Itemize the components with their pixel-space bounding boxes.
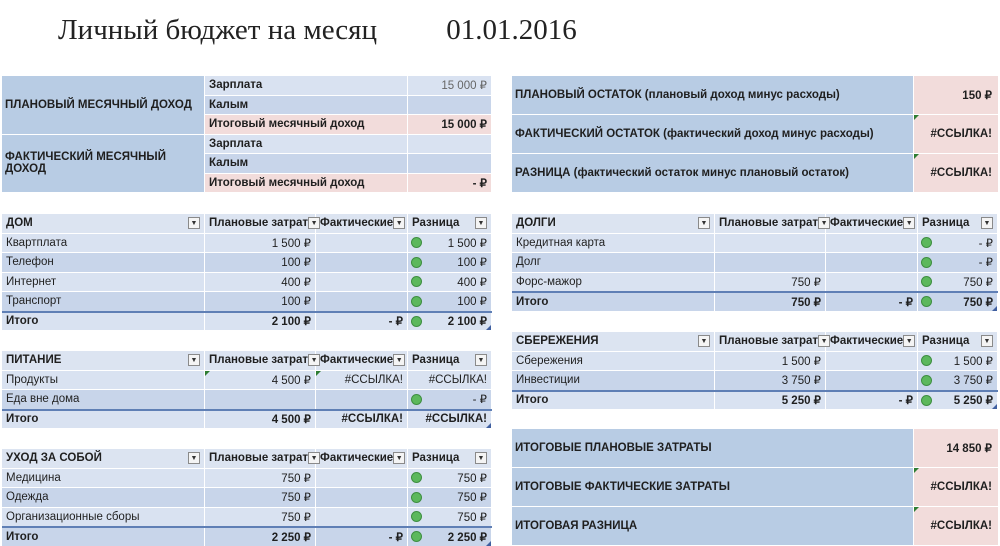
income-total-row (205, 114, 492, 134)
planned-balance-row (512, 75, 998, 114)
green-circle-icon (921, 276, 932, 287)
planned-cell[interactable] (205, 273, 316, 292)
total-planned-cell[interactable]: 750 ₽ (715, 293, 826, 311)
actual-cell[interactable] (316, 390, 408, 409)
planned-cell[interactable] (715, 352, 826, 371)
actual-cell[interactable] (316, 253, 408, 272)
resize-handle-icon[interactable] (486, 423, 491, 428)
table-row (512, 252, 998, 272)
category-name: ПИТАНИЕ (6, 354, 62, 367)
planned-column-label: Плановые затрат (209, 354, 309, 367)
income-row-value[interactable] (408, 96, 492, 115)
income-row-value[interactable] (408, 154, 492, 173)
difference-value: 400 ₽ (457, 276, 487, 289)
difference-cell[interactable] (918, 273, 998, 292)
dropdown-arrow-icon[interactable]: ▼ (308, 452, 320, 464)
green-circle-icon (411, 492, 422, 503)
table-row (2, 272, 492, 292)
total-planned-cell[interactable]: 4 500 ₽ (205, 411, 316, 429)
planned-value: 750 ₽ (281, 472, 311, 485)
difference-value: - ₽ (978, 257, 993, 270)
green-triangle-icon (316, 371, 321, 376)
difference-value: 1 500 ₽ (447, 237, 487, 250)
category-table-personal-care (2, 448, 492, 546)
difference-value: 100 ₽ (457, 296, 487, 309)
dropdown-arrow-icon[interactable]: ▼ (188, 217, 200, 229)
balance-difference-text: #ССЫЛКА! (930, 167, 992, 179)
table-total-row (2, 526, 492, 546)
item-name-cell[interactable]: Продукты (2, 371, 205, 390)
difference-cell[interactable] (408, 253, 492, 272)
table-total-row (2, 409, 492, 429)
planned-value: 100 ₽ (281, 257, 311, 270)
planned-cell[interactable] (205, 371, 316, 390)
total-actual-row (512, 467, 998, 506)
total-actual-value[interactable] (914, 468, 998, 506)
dropdown-arrow-icon[interactable]: ▼ (698, 217, 710, 229)
actual-cell[interactable] (316, 488, 408, 507)
table-row (512, 370, 998, 390)
item-name-cell[interactable]: Сбережения (512, 352, 715, 371)
total-difference-value[interactable] (914, 507, 998, 545)
green-circle-icon (921, 296, 932, 307)
item-name-cell[interactable]: Квартплата (2, 234, 205, 253)
total-difference-cell[interactable] (408, 313, 492, 331)
actual-column-header[interactable] (316, 449, 408, 468)
item-name-cell[interactable]: Еда вне дома (2, 390, 205, 409)
table-header-row (512, 331, 998, 351)
table-row (2, 468, 492, 488)
difference-cell[interactable] (408, 234, 492, 253)
difference-column-label: Разница (412, 217, 460, 230)
difference-cell[interactable] (408, 371, 492, 390)
income-total-label[interactable]: Итоговый месячный доход (205, 174, 408, 193)
difference-cell[interactable] (408, 273, 492, 292)
page-title (58, 14, 577, 47)
planned-column-header[interactable] (205, 351, 316, 370)
total-name-cell[interactable]: Итого (2, 411, 205, 429)
actual-cell[interactable] (826, 234, 918, 253)
difference-column-header[interactable] (918, 332, 998, 351)
green-circle-icon (411, 257, 422, 268)
table-row (512, 233, 998, 253)
actual-column-label: Фактические (830, 335, 904, 348)
planned-cell[interactable] (715, 273, 826, 292)
dropdown-arrow-icon[interactable]: ▼ (475, 217, 487, 229)
difference-value: 1 500 ₽ (953, 355, 993, 368)
actual-balance-value[interactable] (914, 115, 998, 153)
planned-value: 4 500 ₽ (271, 374, 311, 387)
total-planned-row (512, 428, 998, 467)
planned-cell[interactable] (715, 253, 826, 272)
title-date: 01.01.2016 (446, 14, 577, 46)
difference-column-header[interactable] (408, 449, 492, 468)
difference-column-label: Разница (412, 354, 460, 367)
planned-column-label: Плановые затрат (209, 452, 309, 465)
planned-column-header[interactable] (205, 449, 316, 468)
total-actual-cell[interactable]: - ₽ (316, 528, 408, 546)
item-name-cell[interactable]: Интернет (2, 273, 205, 292)
item-name-cell[interactable]: Долг (512, 253, 715, 272)
total-difference-cell[interactable] (918, 293, 998, 311)
dropdown-arrow-icon[interactable]: ▼ (981, 335, 993, 347)
difference-value: 750 ₽ (457, 492, 487, 505)
green-triangle-icon (914, 507, 919, 512)
item-name-cell[interactable]: Телефон (2, 253, 205, 272)
planned-value: 1 500 ₽ (271, 237, 311, 250)
planned-income-label[interactable]: ПЛАНОВЫЙ МЕСЯЧНЫЙ ДОХОД (2, 75, 205, 134)
actual-cell[interactable] (826, 352, 918, 371)
balance-difference-value[interactable] (914, 154, 998, 192)
table-header-row (2, 448, 492, 468)
income-total-value[interactable]: 15 000 ₽ (408, 115, 492, 134)
item-name-cell[interactable]: Медицина (2, 469, 205, 488)
total-difference-cell[interactable] (408, 528, 492, 546)
table-row (2, 233, 492, 253)
difference-column-label: Разница (922, 335, 970, 348)
total-planned-value[interactable]: 14 850 ₽ (914, 429, 998, 467)
difference-cell[interactable] (408, 292, 492, 311)
dropdown-arrow-icon[interactable]: ▼ (308, 217, 320, 229)
total-difference-value: 750 ₽ (963, 296, 993, 309)
resize-handle-icon[interactable] (486, 541, 491, 546)
category-table-debts (512, 213, 998, 311)
difference-column-header[interactable] (408, 351, 492, 370)
planned-balance-value[interactable]: 150 ₽ (914, 76, 998, 114)
difference-cell[interactable] (408, 469, 492, 488)
item-name-cell[interactable]: Транспорт (2, 292, 205, 311)
dropdown-arrow-icon[interactable]: ▼ (698, 335, 710, 347)
resize-handle-icon[interactable] (992, 404, 997, 409)
green-circle-icon (921, 375, 932, 386)
dropdown-arrow-icon[interactable]: ▼ (393, 452, 405, 464)
planned-cell[interactable] (205, 253, 316, 272)
dropdown-arrow-icon[interactable]: ▼ (475, 354, 487, 366)
actual-cell[interactable] (316, 292, 408, 311)
category-name-header[interactable] (2, 449, 205, 468)
total-difference-cell[interactable] (918, 392, 998, 410)
actual-cell[interactable] (316, 469, 408, 488)
table-header-row (2, 350, 492, 370)
item-name-cell[interactable]: Кредитная карта (512, 234, 715, 253)
difference-cell[interactable] (408, 488, 492, 507)
planned-value: 750 ₽ (791, 276, 821, 289)
planned-column-header[interactable] (715, 332, 826, 351)
total-difference-value: 5 250 ₽ (953, 395, 993, 408)
table-total-row (512, 291, 998, 311)
planned-value: 1 500 ₽ (781, 355, 821, 368)
total-difference-text: #ССЫЛКА! (930, 520, 992, 532)
title-text: Личный бюджет на месяц (58, 14, 378, 46)
planned-column-header[interactable] (715, 214, 826, 233)
planned-cell[interactable] (205, 292, 316, 311)
category-name: УХОД ЗА СОБОЙ (6, 452, 102, 465)
item-name-cell[interactable]: Инвестиции (512, 371, 715, 390)
difference-column-label: Разница (412, 452, 460, 465)
green-circle-icon (921, 355, 932, 366)
actual-cell[interactable] (316, 508, 408, 527)
actual-income-label[interactable]: ФАКТИЧЕСКИЙ МЕСЯЧНЫЙ ДОХОД (2, 134, 205, 193)
green-triangle-icon (205, 371, 210, 376)
total-difference-value: 2 100 ₽ (447, 316, 487, 329)
income-row-value[interactable]: 15 000 ₽ (408, 76, 492, 95)
green-circle-icon (921, 395, 932, 406)
planned-cell[interactable] (205, 234, 316, 253)
category-name-header[interactable] (2, 351, 205, 370)
planned-value: 100 ₽ (281, 296, 311, 309)
category-table-dom (2, 213, 492, 330)
dropdown-arrow-icon[interactable]: ▼ (393, 217, 405, 229)
actual-balance-text: #ССЫЛКА! (930, 128, 992, 140)
income-total-row (205, 173, 492, 193)
green-circle-icon (411, 316, 422, 327)
item-name-cell[interactable]: Организационные сборы (2, 508, 205, 527)
total-actual-cell[interactable]: - ₽ (316, 313, 408, 331)
category-name-header[interactable] (512, 332, 715, 351)
actual-value: #ССЫЛКА! (344, 373, 403, 386)
difference-cell[interactable] (408, 508, 492, 527)
dropdown-arrow-icon[interactable]: ▼ (308, 354, 320, 366)
balance-difference-row (512, 153, 998, 192)
actual-income-group (2, 134, 492, 193)
planned-value: 400 ₽ (281, 276, 311, 289)
table-total-row (512, 390, 998, 410)
total-difference-row (512, 506, 998, 545)
difference-value: - ₽ (978, 237, 993, 250)
totals-block (512, 428, 998, 545)
planned-cell[interactable] (205, 469, 316, 488)
planned-cell[interactable] (715, 371, 826, 390)
green-circle-icon (411, 472, 422, 483)
actual-column-label: Фактические (320, 217, 394, 230)
category-name: ДОМ (6, 217, 33, 230)
income-block (2, 75, 492, 192)
category-name: СБЕРЕЖЕНИЯ (516, 335, 599, 348)
category-name: ДОЛГИ (516, 217, 556, 230)
difference-cell[interactable] (918, 352, 998, 371)
total-difference-value: #ССЫЛКА! (425, 413, 487, 426)
dropdown-arrow-icon[interactable]: ▼ (903, 217, 915, 229)
table-row (2, 291, 492, 311)
table-row (512, 272, 998, 292)
income-row-label[interactable]: Калым (205, 96, 408, 115)
green-triangle-icon (914, 154, 919, 159)
actual-column-label: Фактические (320, 354, 394, 367)
difference-value: 750 ₽ (963, 276, 993, 289)
table-row (2, 370, 492, 390)
planned-cell[interactable] (205, 390, 316, 409)
difference-value: 750 ₽ (457, 472, 487, 485)
difference-value: 750 ₽ (457, 511, 487, 524)
actual-column-header[interactable] (316, 214, 408, 233)
item-name-cell[interactable]: Форс-мажор (512, 273, 715, 292)
planned-column-label: Плановые затрат (719, 217, 819, 230)
resize-handle-icon[interactable] (486, 325, 491, 330)
green-circle-icon (411, 296, 422, 307)
dropdown-arrow-icon[interactable]: ▼ (981, 217, 993, 229)
planned-cell[interactable] (205, 508, 316, 527)
difference-value: 3 750 ₽ (953, 375, 993, 388)
income-row (205, 95, 492, 115)
planned-column-label: Плановые затрат (209, 217, 309, 230)
dropdown-arrow-icon[interactable]: ▼ (393, 354, 405, 366)
actual-column-header[interactable] (826, 332, 918, 351)
green-circle-icon (411, 394, 422, 405)
planned-column-header[interactable] (205, 214, 316, 233)
difference-value: 100 ₽ (457, 257, 487, 270)
planned-value: 750 ₽ (281, 511, 311, 524)
actual-balance-row (512, 114, 998, 153)
actual-column-header[interactable] (316, 351, 408, 370)
total-name-cell[interactable]: Итого (512, 392, 715, 410)
actual-cell[interactable] (826, 253, 918, 272)
dropdown-arrow-icon[interactable]: ▼ (188, 354, 200, 366)
table-row (512, 351, 998, 371)
total-name-cell[interactable]: Итого (2, 528, 205, 546)
actual-cell[interactable] (826, 371, 918, 390)
total-difference-cell[interactable] (408, 411, 492, 429)
planned-cell[interactable] (205, 488, 316, 507)
total-planned-cell[interactable]: 2 100 ₽ (205, 313, 316, 331)
planned-income-group (2, 75, 492, 134)
difference-value: - ₽ (472, 394, 487, 407)
difference-cell[interactable] (918, 253, 998, 272)
income-row-label[interactable]: Зарплата (205, 76, 408, 95)
item-name-cell[interactable]: Одежда (2, 488, 205, 507)
total-difference-value: 2 250 ₽ (447, 531, 487, 544)
table-row (2, 252, 492, 272)
difference-value: #ССЫЛКА! (428, 373, 487, 386)
category-table-savings (512, 331, 998, 409)
income-total-label[interactable]: Итоговый месячный доход (205, 115, 408, 134)
category-name-header[interactable] (512, 214, 715, 233)
total-actual-cell[interactable]: - ₽ (826, 392, 918, 410)
dropdown-arrow-icon[interactable]: ▼ (818, 217, 830, 229)
actual-cell[interactable] (826, 273, 918, 292)
table-total-row (2, 311, 492, 331)
total-actual-text: #ССЫЛКА! (930, 481, 992, 493)
green-circle-icon (411, 237, 422, 248)
income-row-value[interactable] (408, 135, 492, 154)
income-row (205, 75, 492, 95)
actual-column-header[interactable] (826, 214, 918, 233)
total-name-cell[interactable]: Итого (512, 293, 715, 311)
planned-value: 3 750 ₽ (781, 375, 821, 388)
category-table-food (2, 350, 492, 428)
balance-difference-label[interactable]: РАЗНИЦА (фактический остаток минус плановый остаток) (512, 154, 914, 192)
total-actual-cell[interactable]: #ССЫЛКА! (316, 411, 408, 429)
table-row (2, 389, 492, 409)
actual-column-label: Фактические (320, 452, 394, 465)
category-name-header[interactable] (2, 214, 205, 233)
difference-cell[interactable] (918, 234, 998, 253)
green-triangle-icon (914, 115, 919, 120)
dropdown-arrow-icon[interactable]: ▼ (475, 452, 487, 464)
dropdown-arrow-icon[interactable]: ▼ (188, 452, 200, 464)
total-planned-cell[interactable]: 5 250 ₽ (715, 392, 826, 410)
total-difference-label[interactable]: ИТОГОВАЯ РАЗНИЦА (512, 507, 914, 545)
green-circle-icon (921, 237, 932, 248)
actual-column-label: Фактические (830, 217, 904, 230)
dropdown-arrow-icon[interactable]: ▼ (818, 335, 830, 347)
planned-cell[interactable] (715, 234, 826, 253)
difference-column-label: Разница (922, 217, 970, 230)
income-row-label[interactable]: Зарплата (205, 135, 408, 154)
total-name-cell[interactable]: Итого (2, 313, 205, 331)
difference-column-header[interactable] (408, 214, 492, 233)
green-circle-icon (921, 257, 932, 268)
income-row-label[interactable]: Калым (205, 154, 408, 173)
income-row (205, 134, 492, 154)
total-actual-cell[interactable]: - ₽ (826, 293, 918, 311)
actual-balance-label[interactable]: ФАКТИЧЕСКИЙ ОСТАТОК (фактический доход минус расходы) (512, 115, 914, 153)
balance-block (512, 75, 998, 192)
green-circle-icon (411, 511, 422, 522)
planned-balance-label[interactable]: ПЛАНОВЫЙ ОСТАТОК (плановый доход минус расходы) (512, 76, 914, 114)
income-row (205, 153, 492, 173)
actual-cell[interactable] (316, 273, 408, 292)
actual-cell[interactable] (316, 234, 408, 253)
income-total-value[interactable]: - ₽ (408, 174, 492, 193)
resize-handle-icon[interactable] (992, 306, 997, 311)
total-planned-cell[interactable]: 2 250 ₽ (205, 528, 316, 546)
actual-cell[interactable] (316, 371, 408, 390)
green-triangle-icon (914, 468, 919, 473)
table-header-row (512, 213, 998, 233)
green-circle-icon (411, 276, 422, 287)
difference-cell[interactable] (408, 390, 492, 409)
table-row (2, 507, 492, 527)
total-planned-label[interactable]: ИТОГОВЫЕ ПЛАНОВЫЕ ЗАТРАТЫ (512, 429, 914, 467)
table-header-row (2, 213, 492, 233)
total-actual-label[interactable]: ИТОГОВЫЕ ФАКТИЧЕСКИЕ ЗАТРАТЫ (512, 468, 914, 506)
dropdown-arrow-icon[interactable]: ▼ (903, 335, 915, 347)
difference-column-header[interactable] (918, 214, 998, 233)
green-circle-icon (411, 531, 422, 542)
planned-value: 750 ₽ (281, 492, 311, 505)
difference-cell[interactable] (918, 371, 998, 390)
table-row (2, 487, 492, 507)
planned-column-label: Плановые затрат (719, 335, 819, 348)
